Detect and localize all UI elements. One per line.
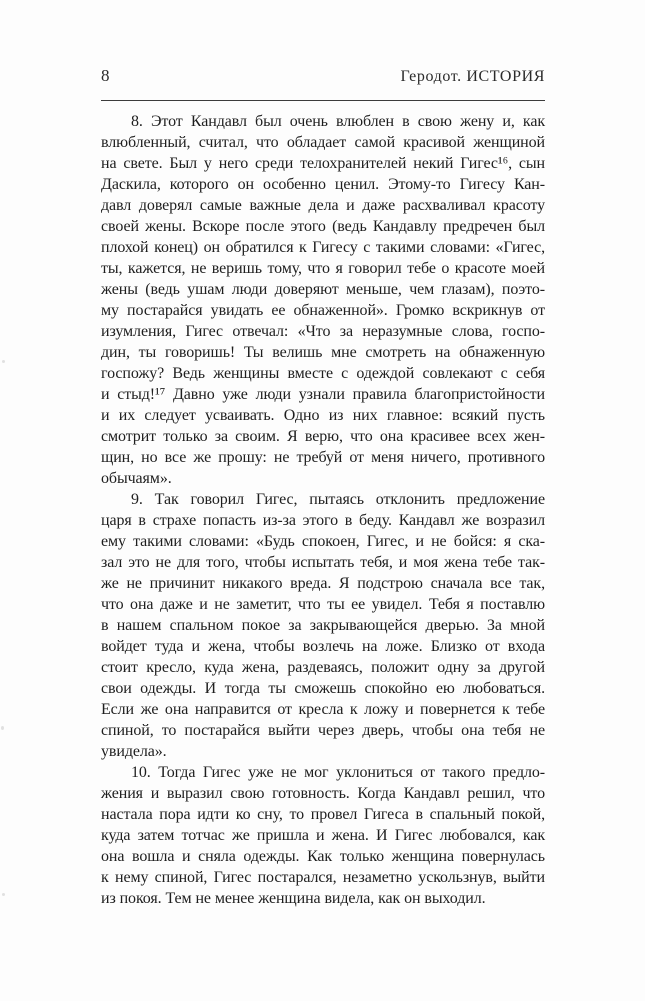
text-line: к нему спиной, Гигес постарался, незаметно ускользнув, выйти: [101, 869, 545, 886]
text-line: же не причинит никакого вреда. Я подстрою сначала все так,: [101, 575, 545, 592]
text-line: дин, ты говоришь! Ты велишь мне смотреть на обнаженную: [101, 344, 545, 361]
paragraph: [101, 762, 545, 909]
text-line: изумления, Гигес отвечал: «Что за неразумные слова, госпо-: [101, 323, 545, 340]
text-line: и их следует усваивать. Одно из них главное: всякий пусть: [101, 407, 545, 424]
text-line: влюбленный, считал, что обладает самой красивой женщиной: [101, 134, 545, 151]
text-line: из покоя. Тем не менее женщина видела, как он выходил.: [101, 890, 486, 907]
text-line: щин, но все же прошу: не требуй от меня ничего, противного: [101, 449, 545, 466]
text-line: свои одежды. И тогда ты сможешь спокойно ею любоваться.: [101, 680, 545, 697]
body-text: [101, 111, 545, 909]
paragraph: [101, 489, 545, 762]
text-line: 8. Этот Кандавл был очень влюблен в свою жену и, как: [131, 113, 545, 130]
text-line: 9. Так говорил Гигес, пытаясь отклонить предложение: [131, 491, 545, 508]
scan-speck: [1, 726, 4, 730]
page-number: 8: [101, 66, 110, 85]
text-line: и стыд!¹⁷ Давно уже люди узнали правила благопристойности: [101, 386, 545, 403]
text-line: в нашем спальном покое за закрывающейся дверью. За мной: [101, 617, 545, 634]
text-line: настала пора идти ко сну, то провел Гигеса в спальный покой,: [101, 806, 545, 823]
text-line: на свете. Был у него среди телохранителей некий Гигес¹⁶, сын: [101, 155, 545, 172]
text-line: обычаям».: [101, 470, 172, 487]
text-line: госпожу? Ведь женщины вместе с одеждой совлекают с себя: [101, 365, 545, 382]
text-line: ему такими словами: «Будь спокоен, Гигес, и не бойся: я ска-: [101, 533, 545, 550]
text-line: что она даже и не заметит, что ты ее увидел. Тебя я поставлю: [101, 596, 545, 613]
page-header: [101, 66, 545, 86]
text-line: стоит кресло, куда жена, раздеваясь, положит одну за другой: [101, 659, 545, 676]
text-line: Даскила, которого он особенно ценил. Этому-то Гигесу Кан-: [101, 176, 545, 193]
paragraph: [101, 111, 545, 489]
text-line: царя в страхе попасть из-за этого в беду. Кандавл же возразил: [101, 512, 545, 529]
text-line: своей жены. Вскоре после этого (ведь Кандавлу предречен был: [101, 218, 545, 235]
text-line: войдет туда и жена, чтобы возлечь на ложе. Близко от входа: [101, 638, 545, 655]
text-line: она вошла и сняла одежды. Как только женщина повернулась: [101, 848, 545, 865]
text-line: 10. Тогда Гигес уже не мог уклониться от такого предло-: [131, 764, 545, 781]
text-line: куда затем тотчас же пришла и жена. И Гигес любовался, как: [101, 827, 545, 844]
text-line: зал это не для того, чтобы испытать тебя, и моя жена тебе так-: [101, 554, 545, 571]
text-line: увидела».: [101, 743, 167, 760]
text-line: давл доверял самые важные дела и даже расхваливал красоту: [101, 197, 545, 214]
scan-speck: [2, 893, 5, 896]
header-rule: [101, 100, 545, 101]
scan-speck: [2, 360, 5, 363]
running-title: Геродот. ИСТОРИЯ: [400, 68, 545, 85]
text-line: му постарайся увидать ее обнаженной». Громко вскрикнув от: [101, 302, 545, 319]
text-line: спиной, то постарайся выйти через дверь, чтобы она тебя не: [101, 722, 545, 739]
text-line: жения и выразил свою готовность. Когда Кандавл решил, что: [101, 785, 545, 802]
text-line: смотрит только за своим. Я верю, что она красивее всех жен-: [101, 428, 545, 445]
text-line: жены (ведь ушам люди доверяют меньше, чем глазам), поэто-: [101, 281, 545, 298]
text-line: Если же она направится от кресла к ложу и повернется к тебе: [101, 701, 545, 718]
text-line: ты, кажется, не веришь тому, что я говорил тебе о красоте моей: [101, 260, 545, 277]
text-line: плохой конец) он обратился к Гигесу с такими словами: «Гигес,: [101, 239, 545, 256]
